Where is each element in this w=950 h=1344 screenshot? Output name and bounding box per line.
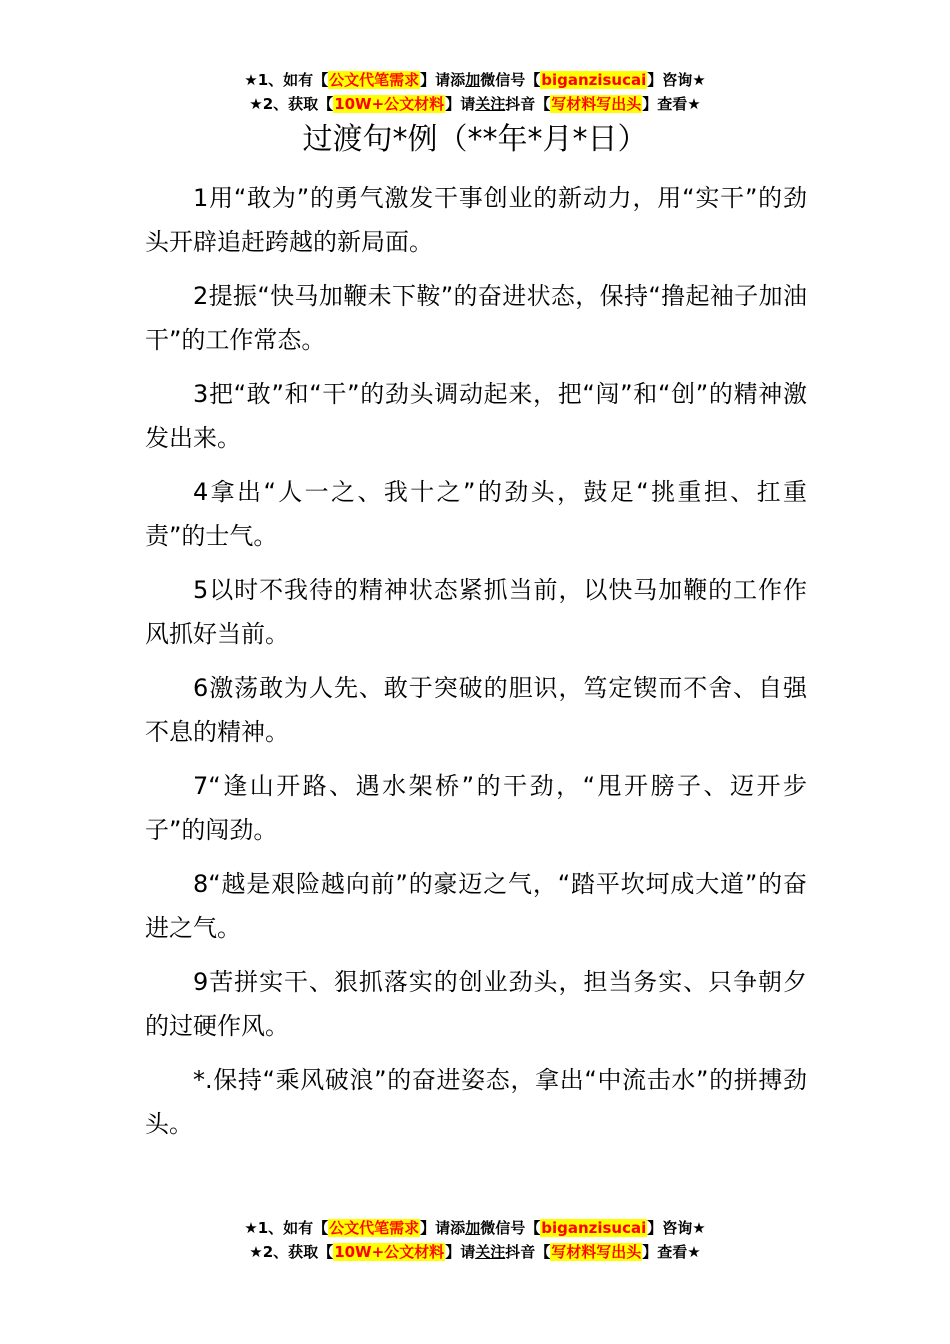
paragraph: 3把“敢”和“干”的劲头调动起来，把“闯”和“创”的精神激发出来。 [145, 380, 807, 452]
paragraph: 4拿出“人一之、我十之”的劲头，鼓足“挑重担、扛重责”的士气。 [145, 478, 807, 550]
paragraph: 2提振“快马加鞭未下鞍”的奋进状态，保持“撸起袖子加油干”的工作常态。 [145, 282, 807, 354]
promo-text: 】咨询★ [647, 1219, 706, 1237]
paragraph: 9苦拼实干、狠抓落实的创业劲头，担当务实、只争朝夕的过硬作风。 [145, 968, 807, 1040]
promo-text: 抖音【 [505, 95, 551, 113]
promo-text: 微信号【 [480, 1219, 541, 1237]
promo-line-1 [0, 68, 950, 92]
promo-text: ★2、获取【 [249, 1243, 334, 1261]
promo-underlined-text: 加 [465, 71, 481, 89]
promo-text: 】查看★ [642, 95, 701, 113]
promo-highlight: biganzisucai [541, 71, 647, 89]
promo-highlight: 公文代笔需求 [329, 71, 420, 89]
paragraph: 1用“敢为”的勇气激发干事创业的新动力，用“实干”的劲头开辟追赶跨越的新局面。 [145, 184, 807, 256]
promo-text: 】请添 [420, 1219, 466, 1237]
promo-text: 抖音【 [505, 1243, 551, 1261]
paragraph: 7“逢山开路、遇水架桥”的干劲，“甩开膀子、迈开步子”的闯劲。 [145, 772, 807, 844]
promo-text: 】请添 [420, 71, 466, 89]
promo-highlight: 10W+公文材料 [334, 95, 445, 113]
promo-highlight: 写材料写出头 [551, 95, 642, 113]
document-body [145, 176, 807, 1156]
paragraph: *.保持“乘风破浪”的奋进姿态，拿出“中流击水”的拼搏劲头。 [145, 1066, 807, 1138]
promo-highlight: 10W+公文材料 [334, 1243, 445, 1261]
promo-text: ★2、获取【 [249, 95, 334, 113]
promo-text: 】查看★ [642, 1243, 701, 1261]
paragraph: 6激荡敢为人先、敢于突破的胆识，笃定锲而不舍、自强不息的精神。 [145, 674, 807, 746]
promo-underlined-text: 关注 [475, 95, 506, 113]
promo-highlight: 写材料写出头 [551, 1243, 642, 1261]
promo-highlight: 公文代笔需求 [329, 1219, 420, 1237]
promo-text: 微信号【 [480, 71, 541, 89]
paragraph: 8“越是艰险越向前”的豪迈之气，“踏平坎坷成大道”的奋进之气。 [145, 870, 807, 942]
promo-text: ★1、如有【 [244, 71, 329, 89]
promo-underlined-text: 加 [465, 1219, 481, 1237]
promo-line-2 [0, 92, 950, 116]
header-promo-banner [0, 68, 950, 116]
promo-highlight: biganzisucai [541, 1219, 647, 1237]
paragraph: 5以时不我待的精神状态紧抓当前，以快马加鞭的工作作风抓好当前。 [145, 576, 807, 648]
promo-text: 】咨询★ [647, 71, 706, 89]
footer-promo-banner [0, 1216, 950, 1264]
promo-line-1 [0, 1216, 950, 1240]
promo-text: ★1、如有【 [244, 1219, 329, 1237]
promo-text: 】请 [445, 95, 476, 113]
document-title: 过渡句*例（**年*月*日） [302, 122, 648, 157]
promo-underlined-text: 关注 [475, 1243, 506, 1261]
promo-line-2 [0, 1240, 950, 1264]
promo-text: 】请 [445, 1243, 476, 1261]
